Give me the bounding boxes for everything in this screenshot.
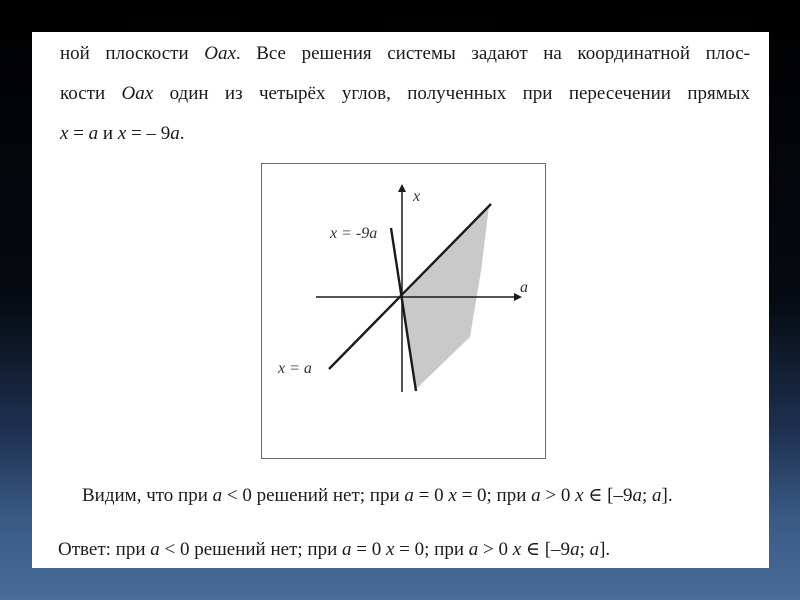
text-span: ]. — [661, 485, 673, 506]
math-var: x — [60, 123, 69, 144]
text-span: ∈ [–9 — [521, 539, 571, 560]
text-span: = 0 — [351, 539, 386, 560]
paragraph-line-3 — [60, 114, 750, 154]
text-span: ной плоскости — [60, 43, 189, 64]
math-var: x — [117, 123, 127, 144]
paragraph-line-1 — [60, 34, 750, 74]
figure-svg — [262, 164, 545, 458]
math-oax: Oax — [204, 43, 236, 64]
line-neg9a-label: x = -9a — [330, 225, 378, 242]
math-var: a — [404, 485, 414, 506]
text-span: Видим, что при — [82, 485, 213, 506]
math-var: a — [150, 539, 160, 560]
text-span: ; — [641, 485, 652, 506]
math-var: a — [652, 485, 662, 506]
conclusion-line — [82, 484, 673, 507]
text-span: ; — [579, 539, 590, 560]
axis-x-label: x — [413, 188, 421, 205]
text-span: ]. — [599, 539, 611, 560]
answer-line — [58, 538, 610, 561]
slide-page — [32, 32, 769, 568]
math-var: a — [88, 123, 99, 144]
text-span: и — [98, 123, 118, 144]
text-span: = 0 — [413, 485, 449, 506]
math-var: x — [385, 539, 395, 560]
text-span: = — [68, 123, 89, 144]
text-span: < 0 решений нет; при — [159, 539, 342, 560]
text-span: < 0 решений нет; при — [222, 485, 405, 506]
math-var: x — [448, 485, 457, 506]
math-oax: Oax — [121, 83, 154, 104]
paragraph-line-2 — [60, 74, 750, 114]
math-var: a — [342, 539, 352, 560]
solution-region — [402, 206, 489, 390]
math-var: a — [170, 123, 180, 144]
text-span: = 0; при — [456, 485, 532, 506]
axis-a-label: a — [520, 279, 528, 296]
math-var: a — [468, 539, 479, 560]
math-var: x — [575, 485, 584, 506]
math-var: a — [589, 539, 600, 560]
text-span: кости — [60, 83, 106, 104]
line-a-label: x = a — [278, 360, 312, 377]
intro-paragraph — [60, 34, 750, 154]
text-span: > 0 — [540, 485, 576, 506]
text-span: один из четырёх углов, полученных при пересечении прямых — [169, 83, 751, 104]
text-span: . — [179, 123, 185, 144]
text-span: Ответ: при — [58, 539, 151, 560]
text-span: . Все решения системы задают на координатной плос- — [235, 43, 750, 64]
text-span: > 0 — [478, 539, 513, 560]
math-var: x — [512, 539, 522, 560]
text-span: = – 9 — [126, 123, 171, 144]
math-var: a — [632, 485, 642, 506]
text-span: ∈ [–9 — [583, 485, 633, 506]
math-var: a — [570, 539, 580, 560]
text-span: = 0; при — [394, 539, 469, 560]
coordinate-figure — [261, 163, 546, 459]
math-var: a — [531, 485, 541, 506]
math-var: a — [212, 485, 223, 506]
